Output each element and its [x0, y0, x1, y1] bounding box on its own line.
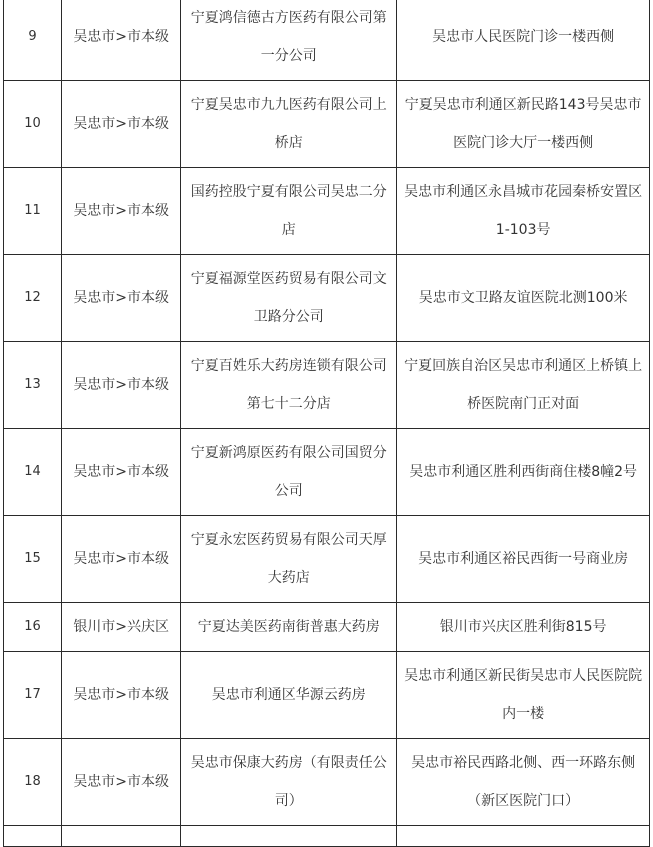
table-row	[4, 652, 650, 739]
row-pharmacy-name-empty	[181, 826, 397, 847]
table-row	[4, 0, 650, 81]
table-row	[4, 81, 650, 168]
row-area: 吴忠市>市本级	[62, 652, 181, 739]
row-number: 16	[4, 603, 62, 652]
row-area: 吴忠市>市本级	[62, 255, 181, 342]
row-area: 吴忠市>市本级	[62, 0, 181, 81]
row-pharmacy-name: 宁夏新鸿原医药有限公司国贸分公司	[181, 429, 397, 516]
row-number: 12	[4, 255, 62, 342]
row-number: 13	[4, 342, 62, 429]
row-area: 吴忠市>市本级	[62, 429, 181, 516]
row-pharmacy-name: 宁夏永宏医药贸易有限公司天厚大药店	[181, 516, 397, 603]
row-address: 宁夏吴忠市利通区新民路143号吴忠市医院门诊大厅一楼西侧	[397, 81, 650, 168]
table-row	[4, 603, 650, 652]
table-row	[4, 342, 650, 429]
row-number: 9	[4, 0, 62, 81]
row-address: 银川市兴庆区胜利街815号	[397, 603, 650, 652]
row-pharmacy-name: 宁夏百姓乐大药房连锁有限公司第七十二分店	[181, 342, 397, 429]
row-area-empty	[62, 826, 181, 847]
row-address: 吴忠市利通区胜利西街商住楼8幢2号	[397, 429, 650, 516]
table-row	[4, 429, 650, 516]
pharmacy-table	[3, 0, 650, 847]
row-pharmacy-name: 国药控股宁夏有限公司吴忠二分店	[181, 168, 397, 255]
table-row	[4, 516, 650, 603]
row-number: 18	[4, 739, 62, 826]
row-pharmacy-name: 吴忠市保康大药房（有限责任公司）	[181, 739, 397, 826]
row-number: 15	[4, 516, 62, 603]
row-area: 银川市>兴庆区	[62, 603, 181, 652]
table-row-partial	[4, 826, 650, 847]
row-number: 14	[4, 429, 62, 516]
row-area: 吴忠市>市本级	[62, 739, 181, 826]
row-area: 吴忠市>市本级	[62, 342, 181, 429]
row-pharmacy-name: 宁夏达美医药南街普惠大药房	[181, 603, 397, 652]
row-address: 吴忠市利通区永昌城市花园秦桥安置区1-103号	[397, 168, 650, 255]
row-address: 吴忠市人民医院门诊一楼西侧	[397, 0, 650, 81]
row-pharmacy-name: 宁夏福源堂医药贸易有限公司文卫路分公司	[181, 255, 397, 342]
row-address-empty	[397, 826, 650, 847]
row-number: 10	[4, 81, 62, 168]
row-area: 吴忠市>市本级	[62, 81, 181, 168]
table-row	[4, 255, 650, 342]
row-address: 吴忠市文卫路友谊医院北测100米	[397, 255, 650, 342]
row-number-empty	[4, 826, 62, 847]
row-pharmacy-name: 吴忠市利通区华源云药房	[181, 652, 397, 739]
row-pharmacy-name: 宁夏鸿信德古方医药有限公司第一分公司	[181, 0, 397, 81]
row-number: 11	[4, 168, 62, 255]
row-address: 宁夏回族自治区吴忠市利通区上桥镇上桥医院南门正对面	[397, 342, 650, 429]
row-area: 吴忠市>市本级	[62, 516, 181, 603]
table-row	[4, 739, 650, 826]
row-address: 吴忠市裕民西路北侧、西一环路东侧（新区医院门口）	[397, 739, 650, 826]
row-area: 吴忠市>市本级	[62, 168, 181, 255]
table-row	[4, 168, 650, 255]
row-address: 吴忠市利通区裕民西街一号商业房	[397, 516, 650, 603]
row-number: 17	[4, 652, 62, 739]
row-address: 吴忠市利通区新民街吴忠市人民医院院内一楼	[397, 652, 650, 739]
row-pharmacy-name: 宁夏吴忠市九九医药有限公司上桥店	[181, 81, 397, 168]
